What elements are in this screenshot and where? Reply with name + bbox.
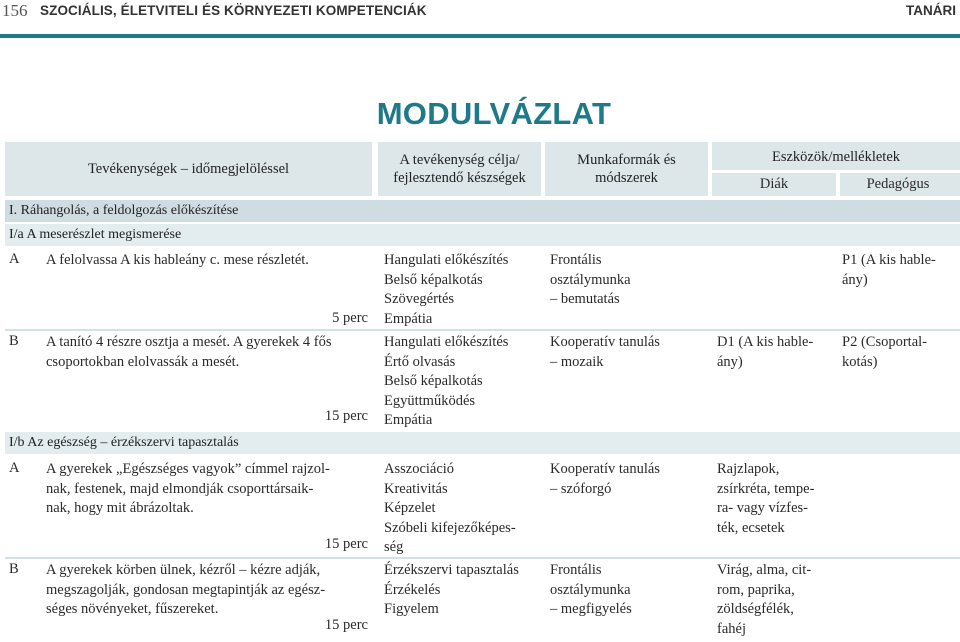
goal-line: Hangulati előkészítés xyxy=(384,334,509,350)
col-header-goals-line2: fejlesztendő készségek xyxy=(393,170,526,186)
activity-line: A tanító 4 részre osztja a mesét. A gyerekek 4 fős xyxy=(46,334,332,350)
student-tool-line: ány) xyxy=(717,353,743,370)
col-header-activities-label: Tevékenységek – időmegjelöléssel xyxy=(87,161,290,177)
activity-line: séges növényeket, fűszereket. xyxy=(46,601,219,617)
activity-line: A gyerekek „Egészséges vagyok” címmel rajzol- xyxy=(46,461,330,477)
student-tool-line: zsírkréta, tempe- xyxy=(717,480,815,497)
goal-line: Együttműködés xyxy=(384,392,476,409)
activity-line: nak, festenek, majd elmondják csoporttársaik- xyxy=(46,480,314,497)
goal-line: Belső képalkotás xyxy=(384,271,483,288)
goal-line: Kreativitás xyxy=(384,480,448,497)
student-tool-line: zöldségfélék, xyxy=(717,601,794,617)
goal-line: Szóbeli kifejezőképes- xyxy=(384,519,516,536)
row-label: B xyxy=(9,561,19,577)
running-right-label: TANÁRI xyxy=(906,3,956,18)
row-methods xyxy=(550,561,710,620)
method-line: Frontális xyxy=(550,562,602,578)
goal-line: Hangulati előkészítés xyxy=(384,252,509,268)
teacher-tool-line: ány) xyxy=(842,271,868,288)
goal-line: ség xyxy=(384,539,404,555)
row-time: 15 perc xyxy=(324,617,368,633)
student-tool-line: D1 (A kis hable- xyxy=(717,334,814,350)
row-student-tools xyxy=(717,460,835,538)
row-goals xyxy=(384,561,544,620)
student-tool-line: ték, ecsetek xyxy=(717,519,785,536)
page-title: MODULVÁZLAT xyxy=(376,96,612,131)
row-time: 15 perc xyxy=(324,408,368,424)
row-student-tools xyxy=(717,333,835,372)
activity-line: A gyerekek körben ülnek, kézről – kézre adják, xyxy=(46,562,321,578)
row-activity xyxy=(46,460,366,519)
row-divider xyxy=(5,329,960,331)
row-student-tools xyxy=(717,561,835,639)
header-rule xyxy=(0,34,960,38)
goal-line: Belső képalkotás xyxy=(384,373,483,389)
col-header-methods xyxy=(545,142,708,196)
col-header-tools-label: Eszközök/mellékletek xyxy=(771,149,901,165)
activity-line: A felolvassa A kis hableány c. mese részletét. xyxy=(46,252,309,268)
teacher-tool-line: P1 (A kis hable- xyxy=(842,252,936,268)
row-teacher-tools xyxy=(842,251,960,290)
activity-line: nak, hogy mit ábrázoltak. xyxy=(46,500,194,516)
running-title: SZOCIÁLIS, ÉLETVITELI ÉS KÖRNYEZETI KOMPETENCIÁK xyxy=(40,3,427,18)
col-header-goals-line1: A tevékenység célja/ xyxy=(399,152,520,168)
row-label: B xyxy=(9,333,19,349)
student-tool-line: ra- vagy vízfes- xyxy=(717,500,808,516)
student-tool-line: Virág, alma, cit- xyxy=(717,562,812,578)
col-header-tools xyxy=(712,142,960,196)
row-label: A xyxy=(9,460,20,476)
goal-line: Szövegértés xyxy=(384,291,455,307)
method-line: osztálymunka xyxy=(550,581,631,598)
row-methods xyxy=(550,460,710,499)
method-line: Kooperatív tanulás xyxy=(550,461,660,477)
method-line: Kooperatív tanulás xyxy=(550,334,660,350)
page-number: 156 xyxy=(2,1,28,20)
row-goals xyxy=(384,460,544,558)
method-line: – szóforgó xyxy=(550,480,612,497)
student-tool-line: fahéj xyxy=(717,620,746,637)
method-line: osztálymunka xyxy=(550,271,631,288)
row-activity xyxy=(46,251,366,271)
row-label: A xyxy=(9,251,20,267)
row-methods xyxy=(550,333,710,372)
row-time: 15 perc xyxy=(324,536,368,552)
goal-line: Érzékszervi tapasztalás xyxy=(384,562,519,578)
col-header-student: Diák xyxy=(759,176,789,192)
student-tool-line: Rajzlapok, xyxy=(717,461,780,477)
running-header xyxy=(0,0,960,26)
goal-line: Érzékelés xyxy=(384,581,441,598)
student-tool-line: rom, paprika, xyxy=(717,581,795,598)
activity-line: megszagolják, gondosan megtapintják az egész- xyxy=(46,581,326,598)
row-goals xyxy=(384,251,544,329)
row-divider xyxy=(5,557,960,559)
row-time: 5 perc xyxy=(332,310,368,326)
goal-line: Empátia xyxy=(384,412,433,428)
col-header-teacher: Pedagógus xyxy=(866,176,930,192)
section-title: I. Ráhangolás, a feldolgozás előkészítése xyxy=(5,200,960,222)
activity-line: csoportokban elolvassák a mesét. xyxy=(46,353,240,370)
goal-line: Empátia xyxy=(384,310,433,327)
goal-line: Értő olvasás xyxy=(384,353,456,370)
col-header-methods-line1: Munkaformák és xyxy=(577,152,676,168)
col-header-goals xyxy=(378,142,541,196)
subsection-title-ib: I/b Az egészség – érzékszervi tapasztalás xyxy=(5,432,960,454)
col-header-activities xyxy=(5,142,372,196)
row-methods xyxy=(550,251,710,310)
goal-line: Figyelem xyxy=(384,601,439,617)
method-line: – bemutatás xyxy=(550,291,620,307)
row-activity xyxy=(46,333,366,372)
goal-line: Képzelet xyxy=(384,500,436,516)
row-activity xyxy=(46,561,366,620)
teacher-tool-line: kotás) xyxy=(842,353,878,370)
row-teacher-tools xyxy=(842,333,960,372)
col-header-methods-line2: módszerek xyxy=(595,170,658,186)
method-line: – mozaik xyxy=(550,353,604,370)
subsection-title-ia: I/a A meserészlet megismerése xyxy=(5,224,960,246)
row-goals xyxy=(384,333,544,431)
method-line: – megfigyelés xyxy=(550,601,632,617)
goal-line: Asszociáció xyxy=(384,461,455,477)
method-line: Frontális xyxy=(550,252,602,268)
teacher-tool-line: P2 (Csoportal- xyxy=(842,334,927,350)
